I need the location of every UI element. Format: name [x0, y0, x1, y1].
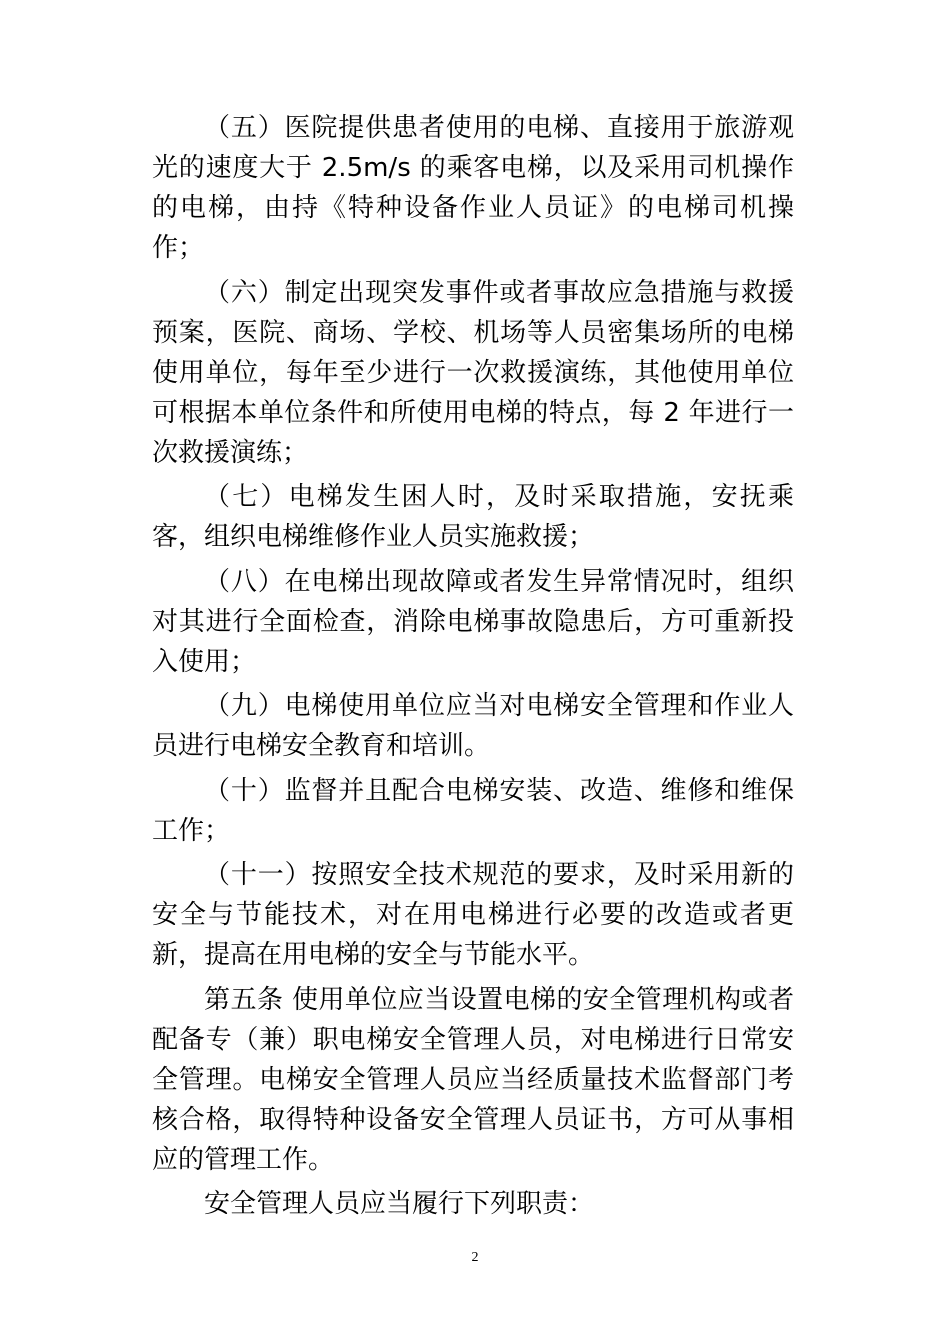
paragraph-duties-intro: 安全管理人员应当履行下列职责：	[204, 1189, 595, 1219]
paragraph-item-6: （六）制定出现突发事件或者事故应急措施与救援预案，医院、商场、学校、机场等人员密集场所的电梯使用单位，每年至少进行一次救援演练，其他使用单位可根据本单位条件和所使用电梯的特点，每 2 年进行一次救援演练；	[152, 277, 794, 468]
paragraph-article-5: 第五条 使用单位应当设置电梯的安全管理机构或者配备专（兼）职电梯安全管理人员，对电梯进行日常安全管理。电梯安全管理人员应当经质量技术监督部门考核合格，取得特种设备安全管理人员证书，方可从事相应的管理工作。	[152, 984, 794, 1175]
page-number: 2	[471, 1250, 479, 1265]
paragraph-item-11: （十一）按照安全技术规范的要求，及时采用新的安全与节能技术，对在用电梯进行必要的改造或者更新，提高在用电梯的安全与节能水平。	[152, 860, 794, 970]
paragraph-item-5: （五）医院提供患者使用的电梯、直接用于旅游观光的速度大于 2.5m/s 的乘客电梯，以及采用司机操作的电梯，由持《特种设备作业人员证》的电梯司机操作；	[152, 113, 794, 263]
paragraph-item-7: （七）电梯发生困人时，及时采取措施，安抚乘客，组织电梯维修作业人员实施救援；	[152, 482, 794, 552]
document-body	[152, 108, 794, 1229]
paragraph-item-8: （八）在电梯出现故障或者发生异常情况时，组织对其进行全面检查，消除电梯事故隐患后，方可重新投入使用；	[152, 566, 794, 677]
paragraph-item-10: （十）监督并且配合电梯安装、改造、维修和维保工作；	[152, 775, 794, 846]
paragraph-item-9: （九）电梯使用单位应当对电梯安全管理和作业人员进行电梯安全教育和培训。	[152, 691, 794, 761]
